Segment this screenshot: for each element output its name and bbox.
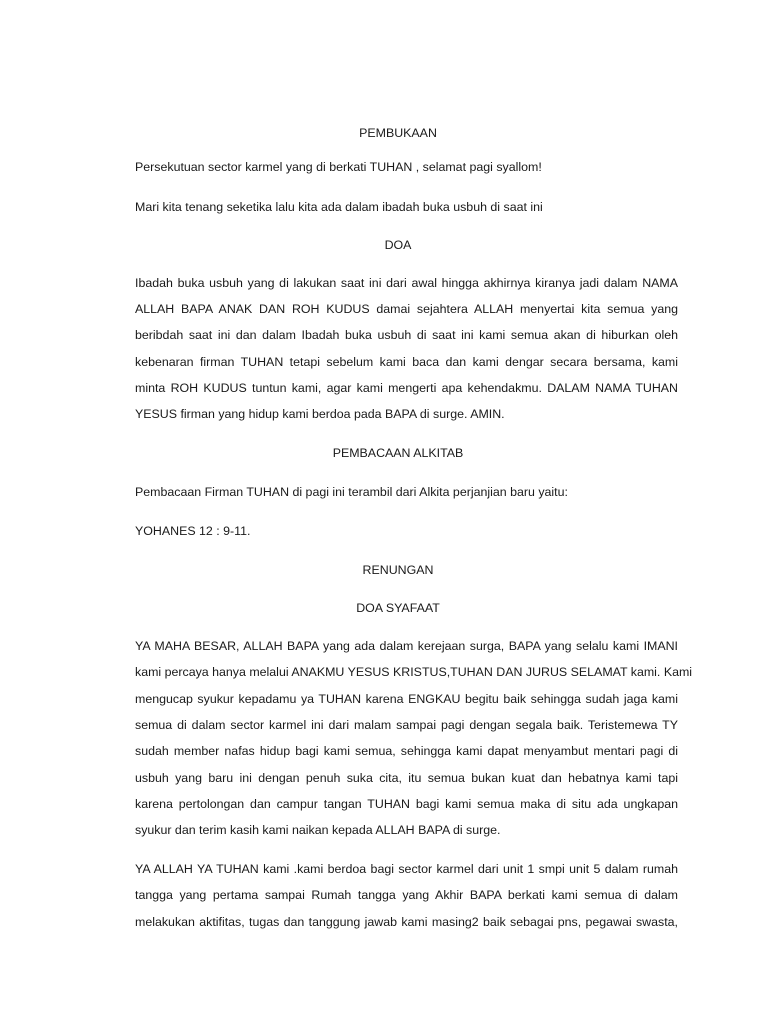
syafaat-line: sudah member nafas hidup bagi kami semua, sehingga kami dapat menyambut mentari pagi di	[135, 744, 678, 758]
heading-doa: DOA	[384, 238, 412, 252]
doa-line: kebenaran firman TUHAN tetapi sebelum kami baca dan kami dengar secara bersama, kami	[135, 355, 678, 369]
doa-line: beribdah saat ini dan dalam Ibadah buka usbuh di saat ini kami semua akan di hiburkan oleh	[135, 328, 678, 342]
heading-pembacaan-alkitab: PEMBACAAN ALKITAB	[332, 446, 464, 460]
heading-renungan: RENUNGAN	[362, 563, 434, 577]
syafaat-line: YA MAHA BESAR, ALLAH BAPA yang ada dalam kerejaan surga, BAPA yang selalu kami IMANI	[135, 639, 678, 653]
paragraph-greeting: Persekutuan sector karmel yang di berkati TUHAN , selamat pagi syallom!	[135, 160, 542, 174]
syafaat-line: syukur dan terim kasih kami naikan kepada ALLAH BAPA di surge.	[135, 823, 501, 837]
doa-line: YESUS firman yang hidup kami berdoa pada BAPA di surge. AMIN.	[135, 407, 505, 421]
paragraph-ayat: YOHANES 12 : 9-11.	[135, 524, 251, 538]
allah-line: YA ALLAH YA TUHAN kami .kami berdoa bagi sector karmel dari unit 1 smpi unit 5 dalam rumah	[135, 862, 678, 876]
syafaat-line: mengucap syukur kepadamu ya TUHAN karena ENGKAU begitu baik sehingga sudah jaga kami	[135, 692, 678, 706]
heading-pembukaan: PEMBUKAAN	[359, 126, 437, 140]
heading-doa-syafaat: DOA SYAFAAT	[356, 601, 440, 615]
allah-line: tangga yang pertama sampai Rumah tangga yang Akhir BAPA berkati kami semua di dalam	[135, 888, 678, 902]
doa-line: ALLAH BAPA ANAK DAN ROH KUDUS damai sejahtera ALLAH menyertai kita semua yang	[135, 302, 678, 316]
doa-line: Ibadah buka usbuh yang di lakukan saat ini dari awal hingga akhirnya kiranya jadi dalam NAMA	[135, 276, 678, 290]
allah-line: melakukan aktifitas, tugas dan tanggung jawab kami masing2 baik sebagai pns, pegawai swasta,	[135, 915, 678, 929]
syafaat-line: semua di dalam sector karmel ini dari malam sampai pagi dengan segala baik. Teristemewa TY	[135, 718, 678, 732]
syafaat-line: karena pertolongan dan campur tangan TUHAN bagi kami semua maka di situ ada ungkapan	[135, 797, 678, 811]
syafaat-line: kami percaya hanya melalui ANAKMU YESUS KRISTUS,TUHAN DAN JURUS SELAMAT kami. Kami	[135, 665, 693, 679]
paragraph-opening: Mari kita tenang seketika lalu kita ada dalam ibadah buka usbuh di saat ini	[135, 200, 543, 214]
doa-line: minta ROH KUDUS tuntun kami, agar kami mengerti apa kehendakmu. DALAM NAMA TUHAN	[135, 381, 678, 395]
syafaat-line: usbuh yang baru ini dengan penuh suka cita, itu semua bukan kuat dan hebatnya kami tapi	[135, 771, 678, 785]
paragraph-pembacaan: Pembacaan Firman TUHAN di pagi ini terambil dari Alkita perjanjian baru yaitu:	[135, 485, 568, 499]
